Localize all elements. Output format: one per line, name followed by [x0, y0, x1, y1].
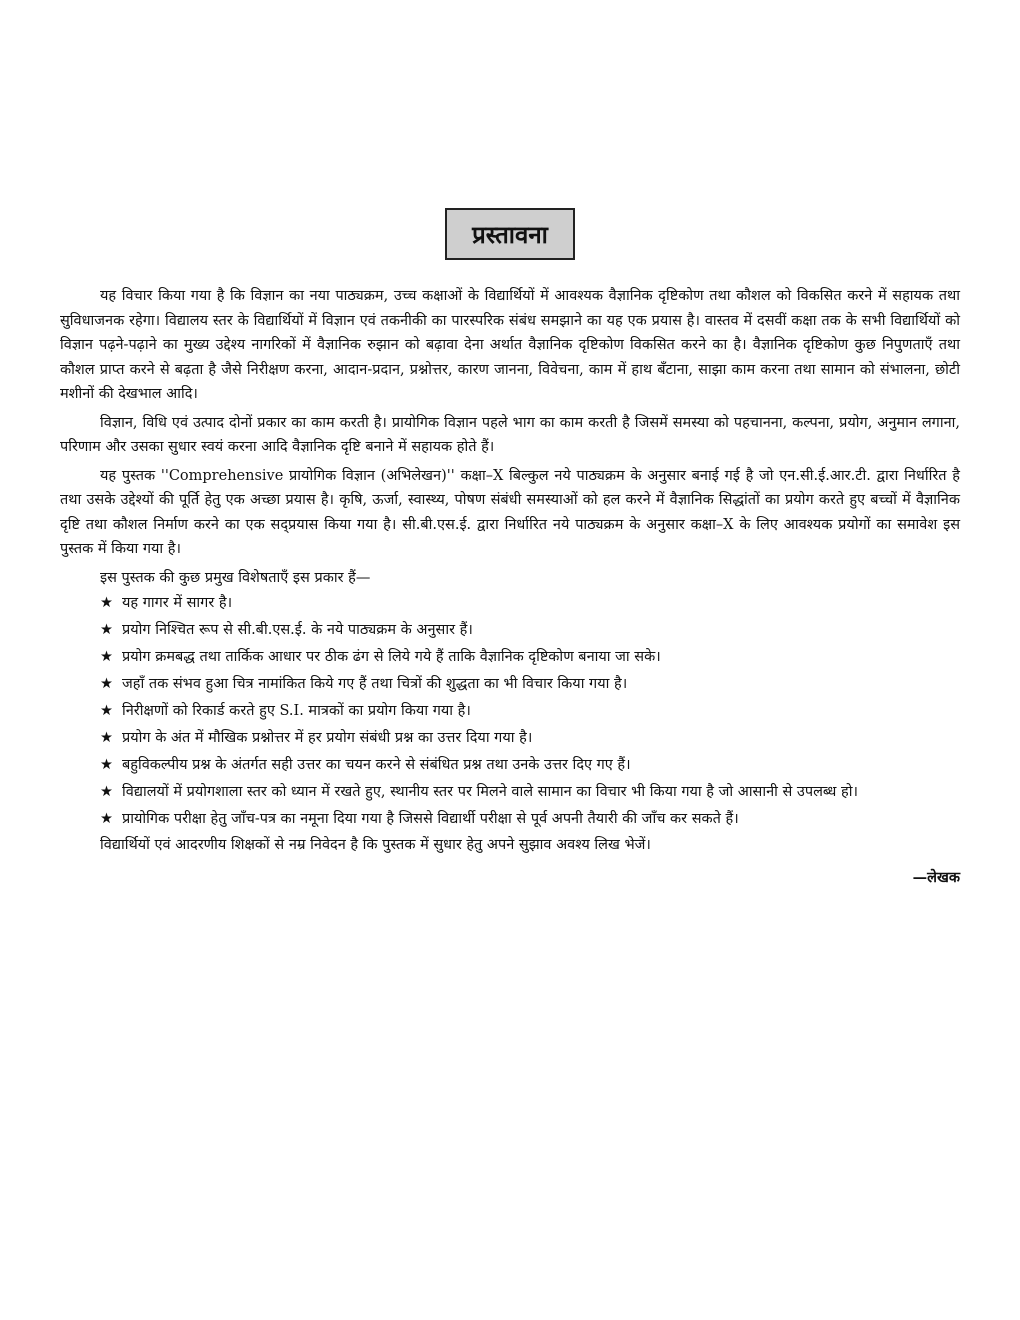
- list-item-text: प्रयोग के अंत में मौखिक प्रश्नोत्तर में हर प्रयोग संबंधी प्रश्न का उत्तर दिया गया है।: [122, 730, 533, 746]
- paragraph: विज्ञान, विधि एवं उत्पाद दोनों प्रकार का काम करती है। प्रायोगिक विज्ञान पहले भाग का काम करती है जिसमें समस्या को पहचानना, कल्पना, प्रयोग, अनुमान लगाना, परिणाम और उसका सुधार स्वयं करना आदि वैज्ञानिक दृष्टि बनाने में सहायक होते हैं।: [60, 414, 960, 455]
- closing-paragraph: विद्यार्थियों एवं आदरणीय शिक्षकों से नम्र निवेदन है कि पुस्तक में सुधार हेतु अपने सुझाव अवश्य लिख भेजें।: [100, 837, 651, 853]
- list-item-text: प्रयोग क्रमबद्ध तथा तार्किक आधार पर ठीक ढंग से लिये गये हैं ताकि वैज्ञानिक दृष्टिकोण बनाया जा सके।: [122, 649, 661, 665]
- list-item: [60, 779, 960, 806]
- list-item-text: विद्यालयों में प्रयोगशाला स्तर को ध्यान में रखते हुए, स्थानीय स्तर पर मिलने वाले सामान का विचार भी किया गया है जो आसानी से उपलब्ध हो।: [122, 784, 858, 800]
- star-icon: ★: [100, 784, 113, 800]
- list-item-text: यह गागर में सागर है।: [122, 595, 233, 611]
- list-item-text: प्रयोग निश्चित रूप से सी.बी.एस.ई. के नये पाठ्यक्रम के अनुसार हैं।: [122, 622, 473, 638]
- list-item: [60, 617, 960, 644]
- list-item-text: जहाँ तक संभव हुआ चित्र नामांकित किये गए हैं तथा चित्रों की शुद्धता का भी विचार किया गया है।: [122, 676, 628, 692]
- list-item: [60, 806, 960, 833]
- list-item: [60, 698, 960, 725]
- list-item: [60, 725, 960, 752]
- paragraph: यह पुस्तक ''Comprehensive प्रायोगिक विज्ञान (अभिलेखन)'' कक्षा–X बिल्कुल नये पाठ्यक्रम के अनुसार बनाई गई है जो एन.सी.ई.आर.टी. द्वारा निर्धारित है तथा उसके उद्देश्यों की पूर्ति हेतु एक अच्छा प्रयास है। कृषि, ऊर्जा, स्वास्थ्य, पोषण संबंधी समस्याओं को हल करने में वैज्ञानिक सिद्धांतों का प्रयोग करते हुए बच्चों में वैज्ञानिक दृष्टि तथा कौशल निर्माण करने का एक सद्प्रयास किया गया है। सी.बी.एस.ई. द्वारा निर्धारित नये पाठ्यक्रम के अनुसार कक्षा–X के लिए आवश्यक प्रयोगों का समावेश इस पुस्तक में किया गया है।: [60, 467, 960, 557]
- author-signature: —लेखक: [912, 868, 960, 886]
- page-title: प्रस्तावना: [445, 208, 575, 260]
- paragraph: यह विचार किया गया है कि विज्ञान का नया पाठ्यक्रम, उच्च कक्षाओं के विद्यार्थियों में आवश्यक वैज्ञानिक दृष्टिकोण तथा कौशल को विकसित करने में सहायक तथा सुविधाजनक रहेगा। विद्यालय स्तर के विद्यार्थियों में विज्ञान एवं तकनीकी का पारस्परिक संबंध समझाने का यह एक प्रयास है। वास्तव में दसवीं कक्षा तक के सभी विद्यार्थियों को विज्ञान पढ़ने-पढ़ाने का मुख्य उद्देश्य नागरिकों में वैज्ञानिक रुझान को बढ़ावा देना अर्थात वैज्ञानिक दृष्टिकोण विकसित करने का है। वैज्ञानिक दृष्टिकोण कुछ निपुणताएँ तथा कौशल प्राप्त करने से बढ़ता है जैसे निरीक्षण करना, आदान-प्रदान, प्रश्नोत्तर, कारण जानना, विवेचना, काम में हाथ बँटाना, साझा काम करना तथा सामान को संभालना, छोटी मशीनों की देखभाल आदि।: [60, 288, 960, 402]
- list-item: [60, 590, 960, 617]
- list-item-text: प्रायोगिक परीक्षा हेतु जाँच-पत्र का नमूना दिया गया है जिससे विद्यार्थी परीक्षा से पूर्व अपनी तैयारी की जाँच कर सकते हैं।: [122, 811, 739, 827]
- list-item: [60, 752, 960, 779]
- features-list: [60, 590, 960, 833]
- star-icon: ★: [100, 622, 113, 638]
- star-icon: ★: [100, 649, 113, 665]
- features-intro: इस पुस्तक की कुछ प्रमुख विशेषताएँ इस प्रकार हैं—: [100, 569, 371, 586]
- star-icon: ★: [100, 757, 113, 773]
- list-item: [60, 671, 960, 698]
- star-icon: ★: [100, 676, 113, 692]
- star-icon: ★: [100, 595, 113, 611]
- star-icon: ★: [100, 730, 113, 746]
- star-icon: ★: [100, 703, 113, 719]
- list-item: [60, 644, 960, 671]
- list-item-text: बहुविकल्पीय प्रश्न के अंतर्गत सही उत्तर का चयन करने से संबंधित प्रश्न तथा उनके उत्तर दिए गए हैं।: [122, 757, 631, 773]
- list-item-text: निरीक्षणों को रिकार्ड करते हुए S.I. मात्रकों का प्रयोग किया गया है।: [122, 703, 471, 719]
- star-icon: ★: [100, 811, 113, 827]
- preface-body: [60, 284, 960, 890]
